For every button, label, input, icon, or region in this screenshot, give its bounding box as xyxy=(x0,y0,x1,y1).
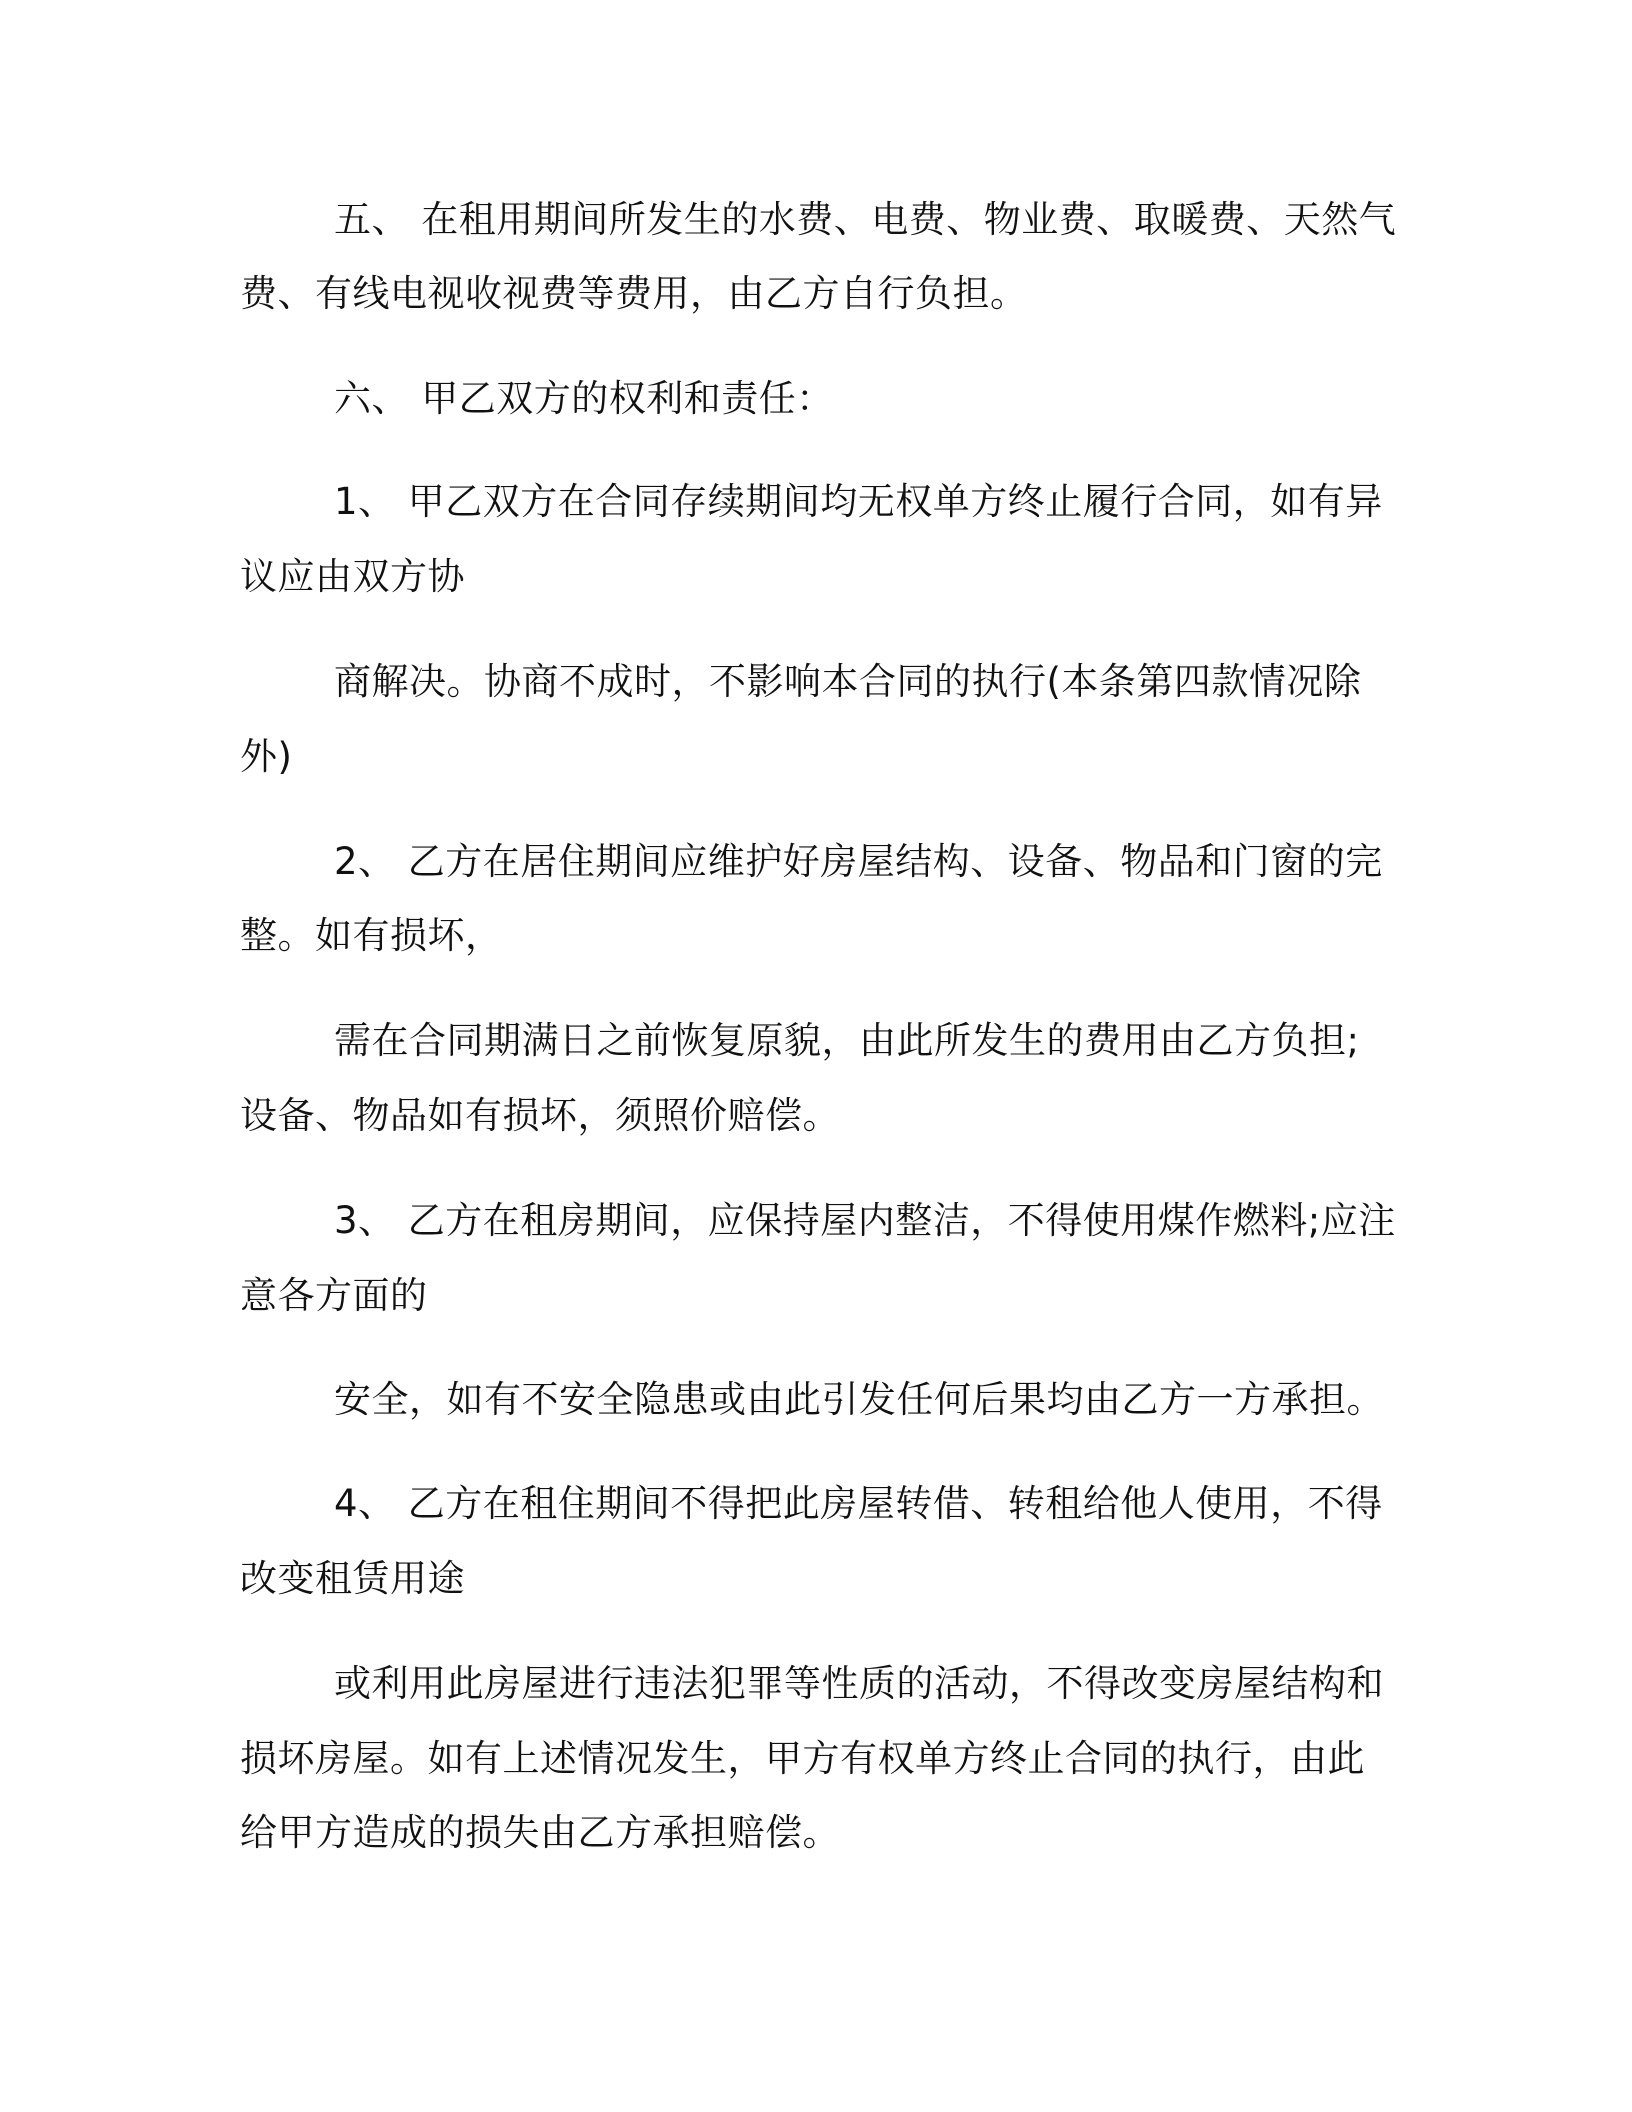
text-line: 损坏房屋。如有上述情况发生，甲方有权单方终止合同的执行，由此 xyxy=(240,1737,1365,1780)
text-line: 意各方面的 xyxy=(240,1274,428,1317)
text-line: 1、 甲乙双方在合同存续期间均无权单方终止履行合同，如有异 xyxy=(334,480,1383,523)
text-line: 或利用此房屋进行违法犯罪等性质的活动，不得改变房屋结构和 xyxy=(334,1662,1384,1705)
text-line: 需在合同期满日之前恢复原貌，由此所发生的费用由乙方负担; xyxy=(334,1019,1360,1062)
text-line: 给甲方造成的损失由乙方承担赔偿。 xyxy=(240,1811,840,1854)
text-line: 六、 甲乙双方的权利和责任： xyxy=(334,377,834,420)
text-line: 商解决。协商不成时，不影响本合同的执行(本条第四款情况除 xyxy=(334,660,1362,703)
text-line: 改变租赁用途 xyxy=(240,1557,465,1600)
text-line: 议应由双方协 xyxy=(240,555,465,598)
text-line: 安全，如有不安全隐患或由此引发任何后果均由乙方一方承担。 xyxy=(334,1378,1384,1421)
text-line: 3、 乙方在租房期间，应保持屋内整洁，不得使用煤作燃料;应注 xyxy=(334,1199,1396,1242)
text-line: 五、 在租用期间所发生的水费、电费、物业费、取暖费、天然气 xyxy=(334,198,1397,241)
text-line: 外) xyxy=(240,735,293,778)
text-line: 2、 乙方在居住期间应维护好房屋结构、设备、物品和门窗的完 xyxy=(334,840,1383,883)
text-line: 费、有线电视收视费等费用，由乙方自行负担。 xyxy=(240,272,1028,315)
text-line: 4、 乙方在租住期间不得把此房屋转借、转租给他人使用，不得 xyxy=(334,1482,1383,1525)
text-line: 整。如有损坏， xyxy=(240,914,503,957)
text-line: 设备、物品如有损坏，须照价赔偿。 xyxy=(240,1094,840,1137)
